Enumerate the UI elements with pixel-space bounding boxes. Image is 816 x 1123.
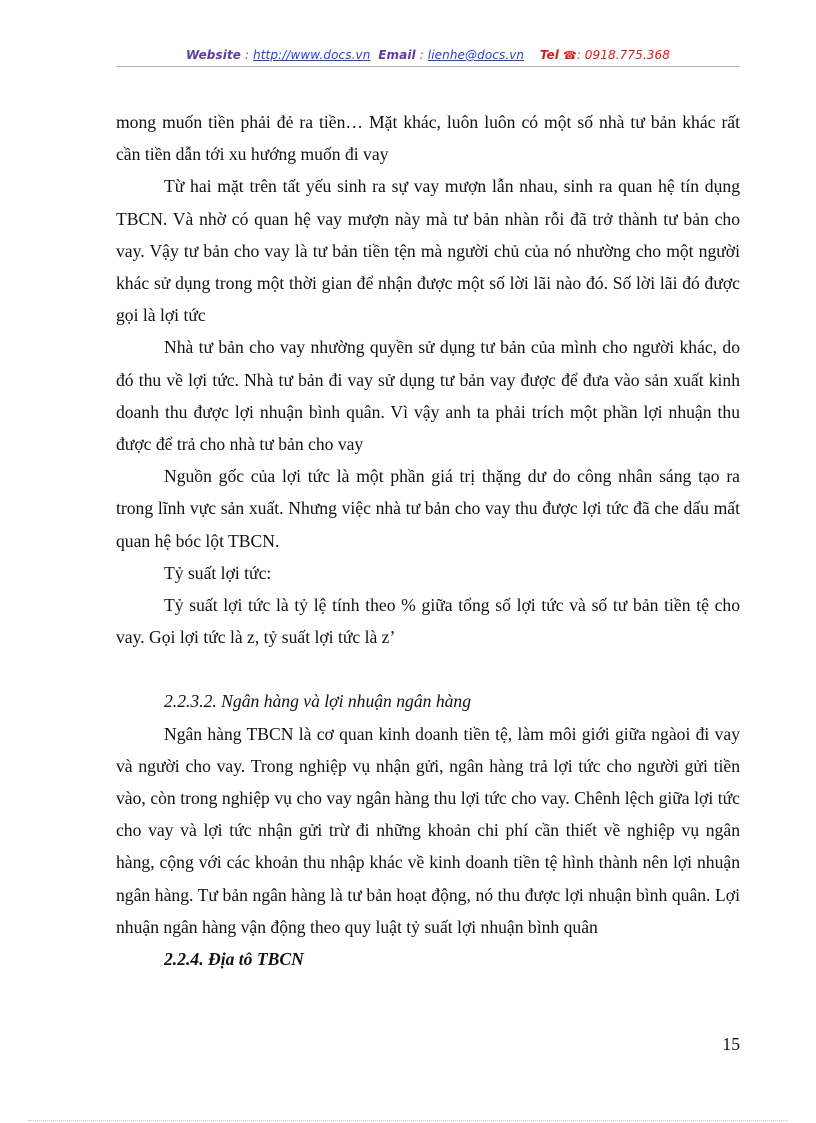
- paragraph: Tỷ suất lợi tức là tỷ lệ tính theo % giữa tổng số lợi tức và số tư bản tiền tệ cho vay. Gọi lợi tức là z, tỷ suất lợi tức là z’: [116, 595, 740, 648]
- header-separator: :: [241, 48, 254, 62]
- page-bottom-border: [28, 1120, 788, 1121]
- page-header: [116, 48, 740, 62]
- phone-icon: ☎: [562, 49, 577, 62]
- paragraph: Từ hai mặt trên tất yếu sinh ra sự vay mượn lẫn nhau, sinh ra quan hệ tín dụng TBCN. Và nhờ có quan hệ vay mượn này mà tư bản nhàn rỗi đã trở thành tư bản cho vay. Vậy tư bản cho vay là tư bản tiền tện mà người chủ của nó nhường cho một người khác sử dụng trong một thời gian để nhận được một số lời lãi nào đó. Số lời lãi đó được gọi là lợi tức: [116, 176, 740, 326]
- paragraph-continuation: mong muốn tiền phải đẻ ra tiền… Mặt khác, luôn luôn có một số nhà tư bản khác rất cần tiền dẫn tới xu hướng muốn đi vay: [116, 112, 740, 165]
- paragraph: Nhà tư bản cho vay nhường quyền sử dụng tư bản của mình cho người khác, do đó thu về lợi tức. Nhà tư bản đi vay sử dụng tư bản vay được để đưa vào sản xuất kinh doanh thu được lợi nhuận bình quân. Vì vậy anh ta phải trích một phần lợi nhuận thu được để trả cho nhà tư bản cho vay: [116, 337, 740, 455]
- paragraph: Nguồn gốc của lợi tức là một phần giá trị thặng dư do công nhân sáng tạo ra trong lĩnh vực sản xuất. Nhưng việc nhà tư bản cho vay thu được lợi tức đã che dấu mất quan hệ bóc lột TBCN.: [116, 466, 740, 551]
- email-link[interactable]: lienhe@docs.vn: [427, 48, 525, 62]
- email-label: Email: [378, 48, 416, 62]
- tel-label: Tel: [539, 48, 560, 62]
- header-separator: :: [415, 48, 428, 62]
- tel-number: : 0918.775.368: [576, 48, 670, 62]
- header-divider: [116, 66, 740, 67]
- website-label: Website: [186, 48, 242, 62]
- page-number: 15: [722, 1034, 740, 1054]
- document-body: [116, 106, 740, 975]
- section-title: 2.2.3.2. Ngân hàng và lợi nhuận ngân hàng: [164, 691, 472, 712]
- blank-line: [116, 653, 740, 685]
- paragraph: Ngân hàng TBCN là cơ quan kinh doanh tiền tệ, làm môi giới giữa ngàoi đi vay và người cho vay. Trong nghiệp vụ nhận gửi, ngân hàng trả lợi tức cho người gửi tiền vào, còn trong nghiệp vụ cho vay ngân hàng thu lợi tức cho vay. Chênh lệch giữa lợi tức cho vay và lợi tức nhận gửi trừ đi những khoản chi phí cần thiết về nghiệp vụ ngân hàng, cộng với các khoản thu nhập khác về kinh doanh tiền tệ hình thành nên lợi nhuận ngân hàng. Tư bản ngân hàng là tư bản hoạt động, nó thu được lợi nhuận bình quân. Lợi nhuận ngân hàng vận động theo quy luật tỷ suất lợi nhuận bình quân: [116, 723, 740, 937]
- section-heading: 2.2.4. Địa tô TBCN: [164, 949, 304, 970]
- website-link[interactable]: http://www.docs.vn: [253, 48, 371, 62]
- paragraph: Tỷ suất lợi tức:: [164, 562, 272, 583]
